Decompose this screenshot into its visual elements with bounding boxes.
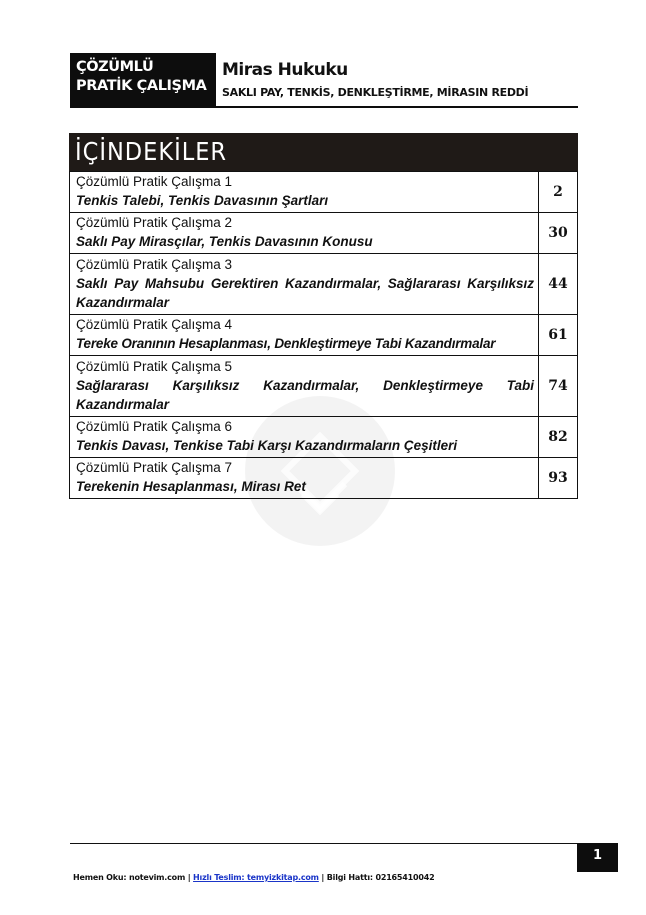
footer-read-link[interactable]: Hemen Oku: notevim.com [73, 873, 186, 882]
toc-row[interactable] [70, 315, 578, 356]
toc-row-label: Çözümlü Pratik Çalışma 7 [76, 460, 233, 475]
toc-row[interactable] [70, 213, 578, 254]
toc-row[interactable] [70, 458, 578, 499]
book-title: Miras Hukuku [222, 60, 348, 80]
series-badge [70, 53, 216, 106]
toc-row-page: 30 [539, 213, 578, 254]
toc-row-page: 2 [539, 172, 578, 213]
toc-row-label: Çözümlü Pratik Çalışma 5 [76, 358, 233, 374]
toc-row-title: Saklı Pay Mirasçılar, Tenkis Davasının Konusu [76, 234, 373, 249]
footer-info [73, 873, 435, 882]
footer-delivery-link[interactable]: Hızlı Teslim: temyizkitap.com [193, 873, 319, 882]
toc-row[interactable] [70, 417, 578, 458]
toc-row-title: Terekenin Hesaplanması, Mirası Ret [76, 479, 306, 494]
footer-phone: Bilgi Hattı: 02165410042 [326, 873, 435, 882]
toc-row-label: Çözümlü Pratik Çalışma 6 [76, 419, 233, 434]
toc-row-label: Çözümlü Pratik Çalışma 4 [76, 317, 233, 332]
toc-row[interactable] [70, 254, 578, 315]
toc-row-title: Sağlararası Karşılıksız Kazandırmalar, Denkleştirmeye Tabi Kazandırmalar [76, 377, 535, 412]
footer-separator: | [187, 873, 191, 882]
page-number: 1 [577, 843, 618, 872]
series-badge-line2: PRATİK ÇALIŞMA [76, 78, 207, 94]
toc-row-label: Çözümlü Pratik Çalışma 3 [76, 256, 233, 272]
toc-heading: İÇİNDEKİLER [69, 133, 578, 171]
toc-row[interactable] [70, 172, 578, 213]
footer-separator: | [321, 873, 325, 882]
toc-row-label: Çözümlü Pratik Çalışma 1 [76, 174, 233, 189]
book-subtitle: SAKLI PAY, TENKİS, DENKLEŞTİRME, MİRASIN REDDİ [222, 86, 529, 99]
toc-table [69, 171, 578, 499]
table-of-contents [69, 133, 578, 499]
footer-divider [70, 843, 578, 844]
toc-row-title: Tenkis Talebi, Tenkis Davasının Şartları [76, 193, 329, 208]
toc-row-page: 61 [539, 315, 578, 356]
toc-row-page: 44 [539, 254, 578, 315]
toc-row-title: Saklı Pay Mahsubu Gerektiren Kazandırmalar, Sağlararası Karşılıksız Kazandırmalar [76, 275, 535, 310]
toc-row-title: Tereke Oranının Hesaplanması, Denkleştirmeye Tabi Kazandırmalar [76, 336, 496, 351]
toc-row-page: 93 [539, 458, 578, 499]
toc-row[interactable] [70, 356, 578, 417]
toc-row-title: Tenkis Davası, Tenkise Tabi Karşı Kazandırmaların Çeşitleri [76, 438, 458, 453]
header-divider [70, 106, 578, 108]
series-badge-line1: ÇÖZÜMLÜ [76, 59, 154, 75]
toc-row-page: 82 [539, 417, 578, 458]
toc-row-label: Çözümlü Pratik Çalışma 2 [76, 215, 233, 230]
toc-row-page: 74 [539, 356, 578, 417]
